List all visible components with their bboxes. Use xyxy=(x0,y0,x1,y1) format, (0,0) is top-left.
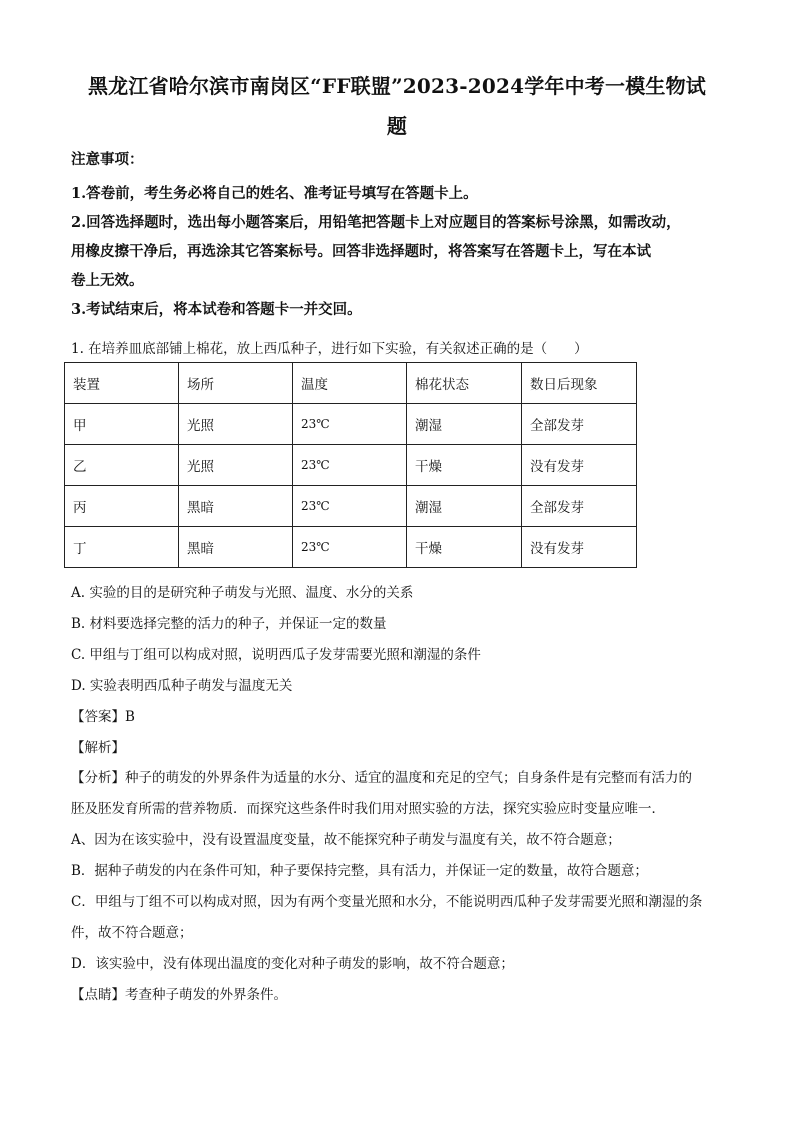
analysis-dianjing: 【点睛】考查种子萌发的外界条件。 xyxy=(71,987,287,1003)
table-header-cell: 装置 xyxy=(65,363,179,404)
table-cell: 干燥 xyxy=(407,527,522,568)
table-cell: 干燥 xyxy=(407,445,522,486)
option-c: C. 甲组与丁组可以构成对照，说明西瓜子发芽需要光照和潮湿的条件 xyxy=(71,647,481,663)
analysis-fenxi-line-2: 胚及胚发育所需的营养物质．而探究这些条件时我们用对照实验的方法，探究实验应时变量应唯一． xyxy=(71,801,665,817)
table-cell: 甲 xyxy=(65,404,179,445)
notice-item-2-line-2: 用橡皮擦干净后，再选涂其它答案标号。回答非选择题时，将答案写在答题卡上，写在本试 xyxy=(71,243,651,260)
table-header-cell: 场所 xyxy=(179,363,293,404)
table-cell: 23℃ xyxy=(293,486,407,527)
title-line-1: 黑龙江省哈尔滨市南岗区“FF联盟”2023-2024学年中考一模生物试 xyxy=(87,74,707,98)
analysis-option-b: B．据种子萌发的内在条件可知，种子要保持完整，具有活力，并保证一定的数量，故符合题意； xyxy=(71,863,648,879)
table-row xyxy=(65,404,637,445)
table-cell: 没有发芽 xyxy=(522,445,637,486)
table-cell: 光照 xyxy=(179,445,293,486)
table-cell: 丁 xyxy=(65,527,179,568)
notice-item-3: 3.考试结束后，将本试卷和答题卡一并交回。 xyxy=(71,301,362,318)
table-cell: 全部发芽 xyxy=(522,404,637,445)
analysis-option-d: D．该实验中，没有体现出温度的变化对种子萌发的影响，故不符合题意； xyxy=(71,956,514,972)
table-header-row xyxy=(65,363,637,404)
notice-heading: 注意事项： xyxy=(71,151,144,168)
table-cell: 黑暗 xyxy=(179,527,293,568)
table-header-cell: 棉花状态 xyxy=(407,363,522,404)
table-cell: 23℃ xyxy=(293,404,407,445)
answer-section xyxy=(71,702,731,764)
analysis-option-c-line-1: C．甲组与丁组不可以构成对照，因为有两个变量光照和水分，不能说明西瓜种子发芽需要光照和潮湿的条 xyxy=(71,894,703,910)
table-cell: 23℃ xyxy=(293,527,407,568)
option-a: A. 实验的目的是研究种子萌发与光照、温度、水分的关系 xyxy=(71,585,414,601)
table-row xyxy=(65,527,637,568)
table-cell: 没有发芽 xyxy=(522,527,637,568)
table-row xyxy=(65,486,637,527)
table-cell: 潮湿 xyxy=(407,404,522,445)
analysis-option-a: A、因为在该实验中，没有设置温度变量，故不能探究种子萌发与温度有关，故不符合题意； xyxy=(71,832,621,848)
option-d: D. 实验表明西瓜种子萌发与温度无关 xyxy=(71,678,293,694)
table-cell: 23℃ xyxy=(293,445,407,486)
title-line-2: 题 xyxy=(386,114,408,138)
option-b: B. 材料要选择完整的活力的种子，并保证一定的数量 xyxy=(71,616,387,632)
analysis-option-c-line-2: 件，故不符合题意； xyxy=(71,925,193,941)
table-cell: 丙 xyxy=(65,486,179,527)
table-cell: 光照 xyxy=(179,404,293,445)
options-list xyxy=(71,578,741,702)
experiment-table xyxy=(64,362,637,568)
analysis-label: 【解析】 xyxy=(71,740,125,756)
notice-item-1: 1.答卷前，考生务必将自己的姓名、准考证号填写在答题卡上。 xyxy=(71,185,478,202)
table-row xyxy=(65,445,637,486)
table-cell: 乙 xyxy=(65,445,179,486)
table-header-cell: 数日后现象 xyxy=(522,363,637,404)
notice-section xyxy=(71,150,731,324)
analysis-section xyxy=(71,763,731,1011)
question-stem: 1. 在培养皿底部铺上棉花，放上西瓜种子，进行如下实验，有关叙述正确的是（ ） xyxy=(71,341,588,357)
table-cell: 潮湿 xyxy=(407,486,522,527)
table-cell: 全部发芽 xyxy=(522,486,637,527)
table-header-cell: 温度 xyxy=(293,363,407,404)
answer-line: 【答案】B xyxy=(71,709,135,725)
document-title xyxy=(60,66,734,146)
notice-item-2-line-3: 卷上无效。 xyxy=(71,272,144,289)
table-cell: 黑暗 xyxy=(179,486,293,527)
notice-item-2-line-1: 2.回答选择题时，选出每小题答案后，用铅笔把答题卡上对应题目的答案标号涂黑，如需改动， xyxy=(71,214,681,231)
analysis-fenxi-line-1: 【分析】种子的萌发的外界条件为适量的水分、适宜的温度和充足的空气；自身条件是有完整而有活力的 xyxy=(71,770,692,786)
